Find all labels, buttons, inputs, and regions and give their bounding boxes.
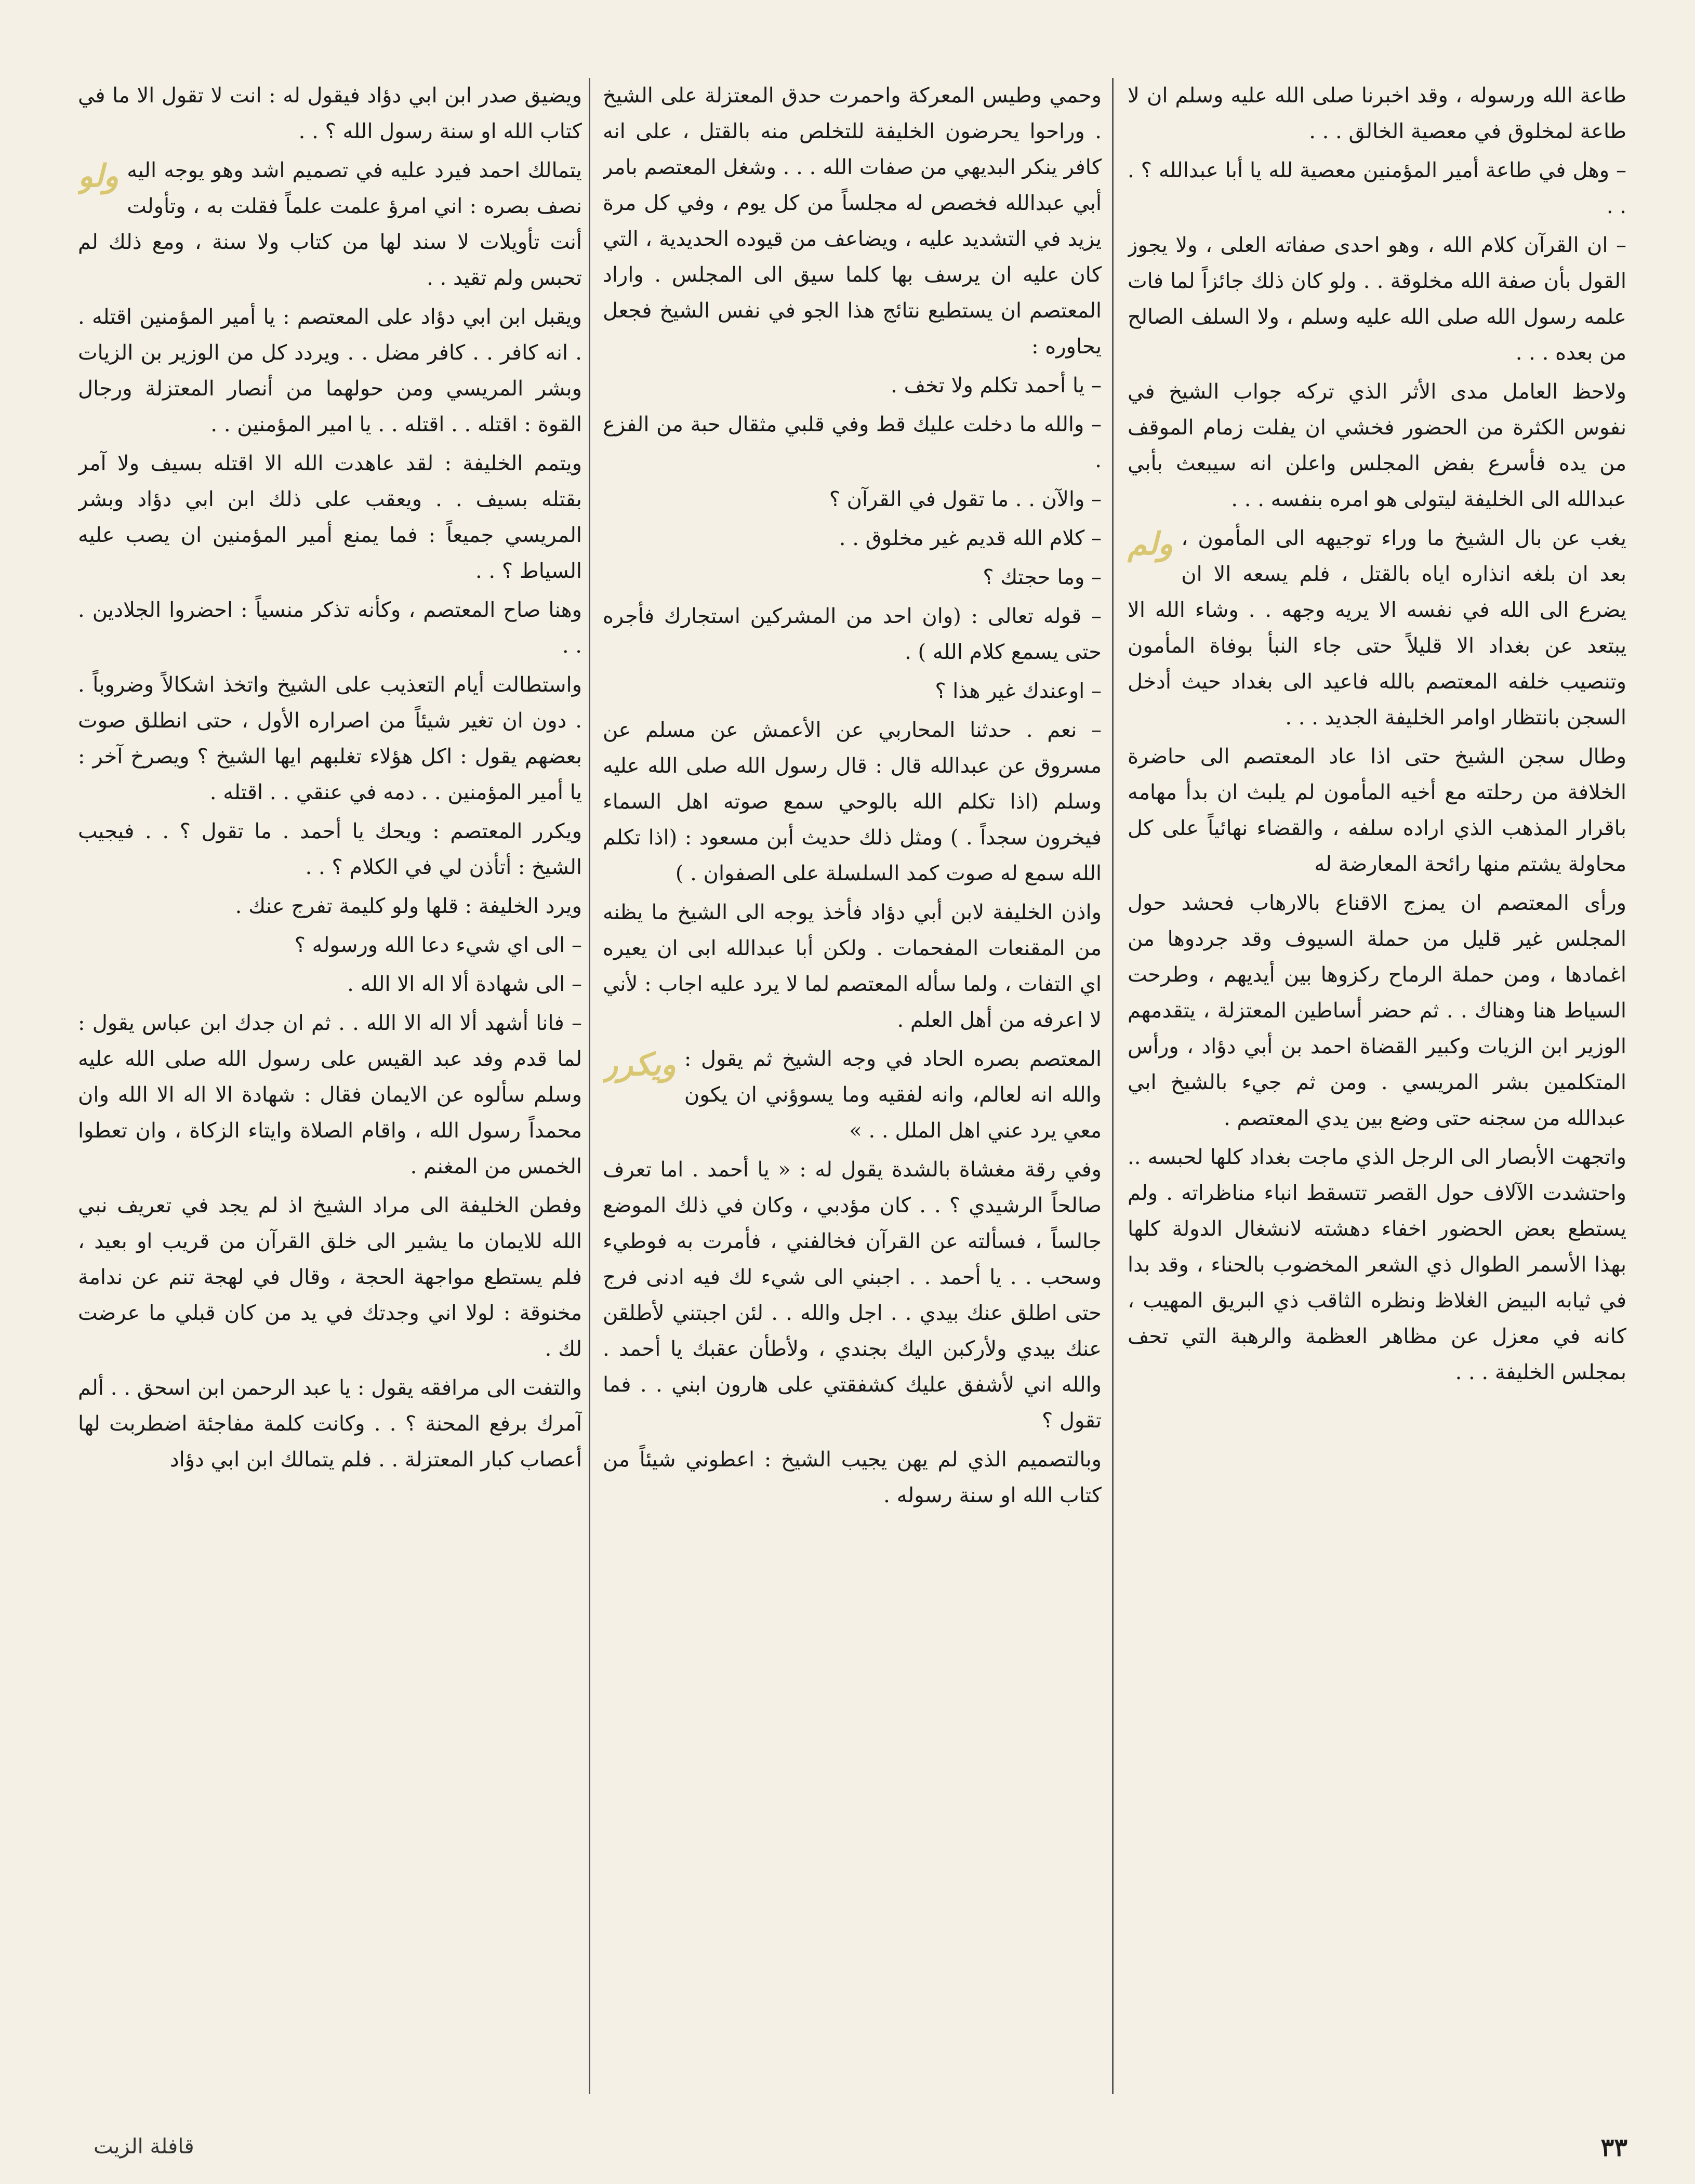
paragraph: ويكرر المعتصم : ويحك يا أحمد . ما تقول ؟ . . فيجيب الشيخ : أتأذن لي في الكلام ؟ . .	[78, 819, 582, 879]
paragraph-text: يغب عن بال الشيخ ما وراء توجيهه الى المأمون ، بعد ان بلغه انذاره اياه بالقتل ، فلم يسعه الا ان يضرع الى الله في نفسه الا يريه وجهه . . وشاء الله الا يبتعد عن بغداد الا قليلاً حتى جاء النبأ بوفاة المأمون وتنصيب خلفه المعتصم بالله فاعيد الى بغداد حيث أدخل السجن بانتظار اوامر الخليفة الجديد . . .	[1128, 526, 1626, 730]
article-column-right	[1128, 78, 1626, 2094]
paragraph: ويقبل ابن ابي دؤاد على المعتصم : يا أمير المؤمنين اقتله . . انه كافر . . كافر مضل . . ويردد كل من الوزير بن الزيات وبشر المريسي ومن حولهما من أنصار المعتزلة ورجال القوة : اقتله . . اقتله . . يا امير المؤمنين . .	[78, 305, 582, 436]
page-number: ٣٣	[1600, 2133, 1627, 2162]
paragraph: وطال سجن الشيخ حتى اذا عاد المعتصم الى حاضرة الخلافة من رحلته مع أخيه المأمون لم يلبث ان بدأ مهامه باقرار المذهب الذي اراده سلفه ، والقضاء نهائياً على كل محاولة يشتم منها رائحة المعارضة له	[1128, 745, 1626, 876]
dialogue-line: – فانا أشهد ألا اله الا الله . . ثم ان جدك ابن عباس يقول : لما قدم وفد عبد القيس على رسول الله صلى الله عليه وسلم سألوه عن الايمان فقال : شهادة الا اله الا الله وان محمداً رسول الله ، واقام الصلاة وايتاء الزكاة ، وان تعطوا الخمس من المغنم .	[78, 1011, 582, 1179]
dialogue-line: – كلام الله قديم غير مخلوق . .	[839, 526, 1102, 550]
column-divider	[1112, 78, 1114, 2094]
dialogue-line: – والله ما دخلت عليك قط وفي قلبي مثقال حبة من الفزع .	[603, 413, 1102, 472]
paragraph-with-ornament	[78, 153, 582, 296]
column-divider	[589, 78, 590, 2094]
dialogue-line: – الى اي شيء دعا الله ورسوله ؟	[294, 933, 582, 957]
paragraph-with-ornament	[603, 1041, 1102, 1149]
paragraph: وفي رقة مغشاة بالشدة يقول له : « يا أحمد . اما تعرف صالحاً الرشيدي ؟ . . كان مؤدبي ، وكان في ذلك الموضع جالساً ، فسألته عن القرآن فخالفني ، فأمرت به فوطيء وسحب . . يا أحمد . . اجبني الى شيء لك فيه ادنى فرج حتى اطلق عنك بيدي . . اجل والله . . لئن اجبتني لأطلقن عنك بيدي ولأركبن اليك بجندي ، ولأطأن عقبك يا أحمد . والله اني لأشفق عليك كشفقتي على هارون ابني . . فما تقول ؟	[603, 1158, 1102, 1433]
paragraph: ويتمم الخليفة : لقد عاهدت الله الا اقتله بسيف ولا آمر بقتله بسيف . . ويعقب على ذلك ابن ابي دؤاد وبشر المريسي جميعاً : فما يمنع أمير المؤمنين ان يصب عليه السياط ؟ . .	[78, 452, 582, 583]
dialogue-line: – قوله تعالى : (وان احد من المشركين استجارك فأجره حتى يسمع كلام الله ) .	[603, 604, 1102, 664]
magazine-name: قافلة الزيت	[94, 2135, 194, 2159]
paragraph: وفطن الخليفة الى مراد الشيخ اذ لم يجد في تعريف نبي الله للايمان ما يشير الى خلق القرآن من قريب او بعيد ، فلم يستطع مواجهة الحجة ، وقال في لهجة تنم عن ندامة مخنوقة : لولا اني وجدتك في يد من كان قبلي ما عرضت لك .	[78, 1194, 582, 1361]
paragraph-text: المعتصم بصره الحاد في وجه الشيخ ثم يقول : والله انه لعالم، وانه لفقيه وما يسوؤني ان يكون معي يرد عني اهل الملل . . »	[684, 1047, 1102, 1143]
dialogue-line: – يا أحمد تكلم ولا تخف .	[891, 374, 1102, 398]
article-column-middle	[603, 78, 1102, 2094]
ornament-drop-word: ويكرر	[603, 1047, 676, 1083]
paragraph: – وهل في طاعة أمير المؤمنين معصية لله يا أبا عبدالله ؟ . . .	[1128, 158, 1626, 218]
dialogue-line: – نعم . حدثنا المحاربي عن الأعمش عن مسلم عن مسروق عن عبدالله قال : قال رسول الله صلى الله عليه وسلم (اذا تكلم الله بالوحي سمع صوته اهل السماء فيخرون سجداً . ) ومثل ذلك حديث أبن مسعود : (اذا تكلم الله سمع له صوت كمد السلسلة على الصفوان . )	[603, 718, 1102, 885]
paragraph-with-ornament	[1128, 521, 1626, 736]
paragraph: طاعة الله ورسوله ، وقد اخبرنا صلى الله عليه وسلم ان لا طاعة لمخلوق في معصية الخالق . . .	[1128, 84, 1626, 143]
paragraph: ويرد الخليفة : قلها ولو كليمة تفرج عنك .	[235, 894, 582, 918]
paragraph: ويضيق صدر ابن ابي دؤاد فيقول له : انت لا تقول الا ما في كتاب الله او سنة رسول الله ؟ . .	[78, 84, 582, 143]
dialogue-line: – الى شهادة ألا اله الا الله .	[347, 972, 582, 996]
paragraph: ولاحظ العامل مدى الأثر الذي تركه جواب الشيخ في نفوس الكثرة من الحضور فخشي ان يفلت زمام الموقف من يده فأسرع بفض المجلس واعلن انه سيبعث بأبي عبدالله الى الخليفة ليتولى هو امره بنفسه . . .	[1128, 380, 1626, 511]
dialogue-line: – والآن . . ما تقول في القرآن ؟	[829, 487, 1102, 511]
paragraph: واستطالت أيام التعذيب على الشيخ واتخذ اشكالاً وضروباً . . دون ان تغير شيئاً من اصراره الأول ، حتى انطلق صوت بعضهم يقول : اكل هؤلاء تغلبهم ايها الشيخ ؟ ويصرخ آخر : يا أمير المؤمنين . . دمه في عنقي . . اقتله .	[78, 673, 582, 804]
paragraph: والتفت الى مرافقه يقول : يا عبد الرحمن ابن اسحق . . ألم آمرك برفع المحنة ؟ . . وكانت كلمة مفاجئة اضطربت لها أعصاب كبار المعتزلة . . فلم يتمالك ابن ابي دؤاد	[78, 1376, 582, 1472]
paragraph: واتجهت الأبصار الى الرجل الذي ماجت بغداد كلها لحبسه .. واحتشدت الآلاف حول القصر تتسقط انباء مناظراته . ولم يستطع بعض الحضور اخفاء دهشته لانشغال الدولة كلها بهذا الأسمر الطوال ذي الشعر المخضوب بالحناء ، وقد بدا في ثيابه البيض الغلاظ ونظره الثاقب ذي البريق المهيب ، كانه في معزل عن مظاهر العظمة والرهبة التي تحف بمجلس الخليفة . . .	[1128, 1145, 1626, 1384]
dialogue-line: – اوعندك غير هذا ؟	[935, 679, 1102, 703]
paragraph: واذن الخليفة لابن أبي دؤاد فأخذ يوجه الى الشيخ ما يظنه من المقنعات المفحمات . ولكن أبا عبدالله ابى ان يعيره اي التفات ، ولما سأله المعتصم لما لا يرد عليه اجاب : لأني لا اعرفه من أهل العلم .	[603, 901, 1102, 1032]
paragraph: – ان القرآن كلام الله ، وهو احدى صفاته العلى ، ولا يجوز القول بأن صفة الله مخلوقة . . ولو كان ذلك جائزاً لما فات علمه رسول الله صلى الله عليه وسلم ، ولا السلف الصالح من بعده . . .	[1128, 233, 1626, 365]
article-column-left	[78, 78, 582, 2094]
ornament-drop-word: ولو	[78, 158, 119, 194]
ornament-drop-word: ولم	[1128, 526, 1173, 562]
paragraph-text: يتمالك احمد فيرد عليه في تصميم اشد وهو يوجه اليه نصف بصره : اني امرؤ علمت علماً فقلت به ، وتأولت أنت تأويلات لا سند لها من كتاب ولا سنة ، ومع ذلك لم تحبس ولم تقيد . .	[78, 158, 582, 290]
paragraph: ورأى المعتصم ان يمزج الاقناع بالارهاب فحشد حول المجلس غير قليل من حملة السيوف وقد جردوها من اغمادها ، ومن حملة الرماح ركزوها بين أيديهم ، وطرحت السياط هنا وهناك . . ثم حضر أساطين المعتزلة ، يتقدمهم الوزير ابن الزيات وكبير القضاة احمد بن أبي دؤاد ، ورأس المتكلمين بشر المريسي . ومن ثم جيء بالشيخ ابي عبدالله من سجنه حتى وضع بين يدي المعتصم .	[1128, 891, 1626, 1130]
dialogue-line: – وما حجتك ؟	[983, 565, 1102, 589]
paragraph: وبالتصميم الذي لم يهن يجيب الشيخ : اعطوني شيئاً من كتاب الله او سنة رسوله .	[603, 1448, 1102, 1507]
paragraph: وهنا صاح المعتصم ، وكأنه تذكر منسياً : احضروا الجلادين . . .	[78, 598, 582, 658]
paragraph: وحمي وطيس المعركة واحمرت حدق المعتزلة على الشيخ . وراحوا يحرضون الخليفة للتخلص منه بالقتل ، على انه كافر ينكر البديهي من صفات الله . . . وشغل المعتصم بامر أبي عبدالله فخصص له مجلساً من كل يوم ، وفي كل مرة يزيد في التشديد عليه ، ويضاعف من قيوده الحديدية ، التي كان عليه ان يرسف بها كلما سيق الى المجلس . واراد المعتصم ان يستطيع نتائج هذا الجو في نفس الشيخ فجعل يحاوره :	[603, 84, 1102, 359]
